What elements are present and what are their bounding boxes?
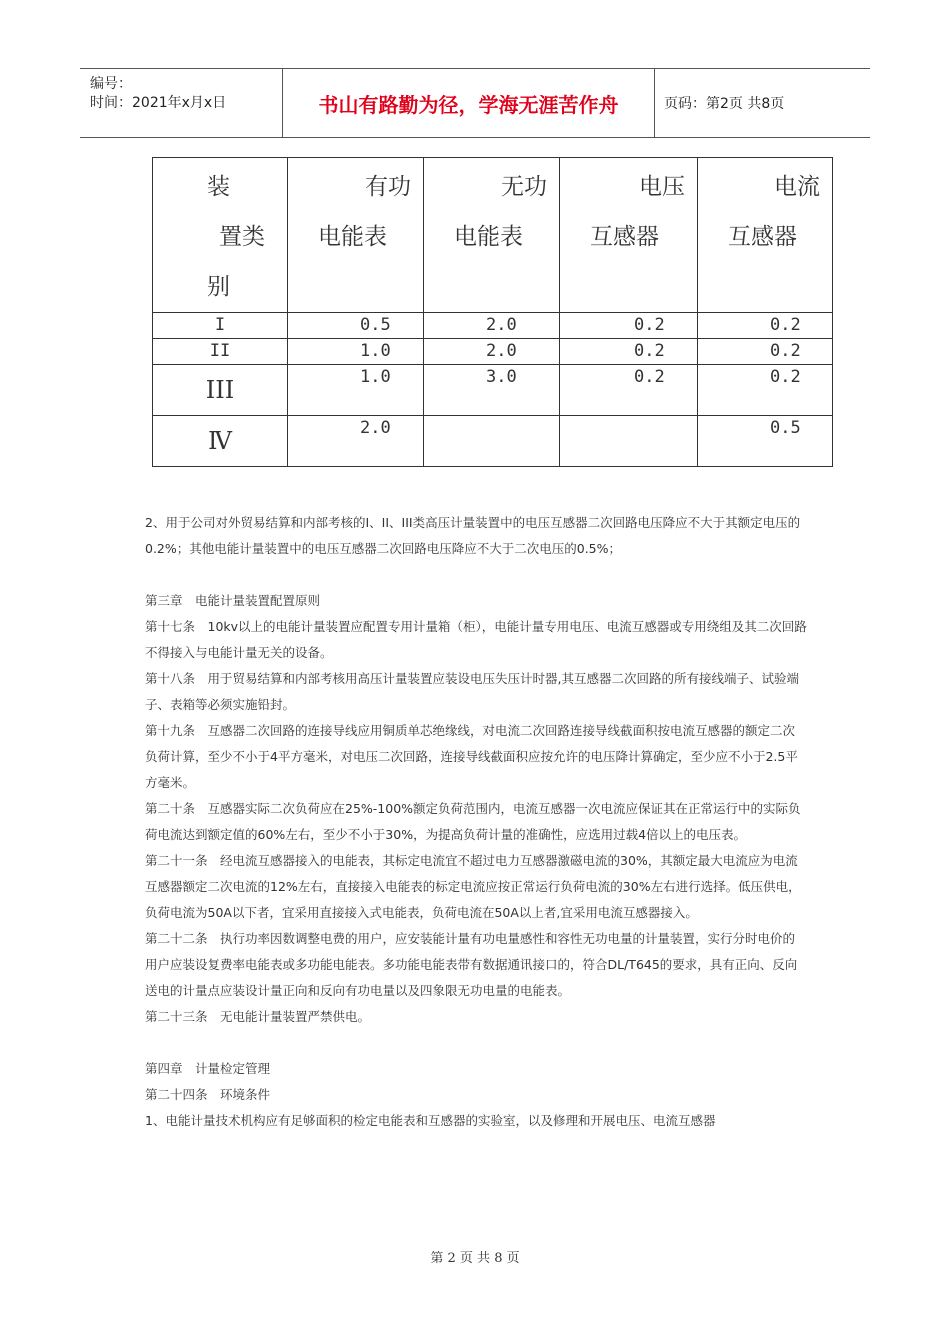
table-header-row — [153, 158, 833, 313]
article-18: 第十八条 用于贸易结算和内部考核用高压计量装置应装设电压失压计时器,其互感器二次回路的所有接线端子、试验端子、表箱等必须实施铅封。 — [145, 671, 799, 712]
table-row: Ⅳ 2.0 0.5 — [153, 416, 833, 467]
table-row: II 1.0 2.0 0.2 0.2 — [153, 339, 833, 365]
code-label: 编号： — [90, 76, 132, 92]
header-current-transformer: 电流 互感器 — [698, 158, 833, 313]
motto: 书山有路勤为径，学海无涯苦作舟 — [318, 93, 619, 117]
article-21: 第二十一条 经电流互感器接入的电能表，其标定电流宜不超过电力互感器激磁电流的30%，其额定最大电流应为电流互感器额定二次电流的12%左右，直接接入电能表的标定电流应按正常运行负荷电流的30%左右进行选择。低压供电，负荷电流为50A以下者，宜采用直接接入式电能表，负荷电流在50A以上者,宜采用电流互感器接入。 — [145, 853, 801, 920]
article-19: 第十九条 互感器二次回路的连接导线应用铜质单芯绝缘线，对电流二次回路连接导线截面积按电流互感器的额定二次负荷计算，至少不小于4平方毫米，对电压二次回路，连接导线截面积应按允许的电压降计算确定，至少应不小于2.5平方毫米。 — [145, 723, 798, 790]
table-row: I 0.5 2.0 0.2 0.2 — [153, 313, 833, 339]
table-row: III 1.0 3.0 0.2 0.2 — [153, 365, 833, 416]
header-divider — [654, 69, 655, 137]
article-20: 第二十条 互感器实际二次负荷应在25%-100%额定负荷范围内，电流互感器一次电流应保证其在正常运行中的实际负荷电流达到额定值的60%左右，至少不小于30%，为提高负荷计量的准确性，应选用过载4倍以上的电压表。 — [145, 801, 801, 842]
header-reactive-meter: 无功 电能表 — [424, 158, 560, 313]
accuracy-class-table — [152, 157, 833, 467]
chapter-3-heading: 第三章 电能计量装置配置原则 — [145, 593, 321, 608]
date-label: 时间：2021年x月x日 — [90, 95, 227, 111]
header-device-category: 装 置类 别 — [153, 158, 288, 313]
header-voltage-transformer: 电压 互感器 — [560, 158, 698, 313]
article-22: 第二十二条 执行功率因数调整电费的用户，应安装能计量有功电量感性和容性无功电量的计量装置，实行分时电价的用户应装设复费率电能表或多功能电能表。多功能电能表带有数据通讯接口的，符合DL/T645的要求，具有正向、反向送电的计量点应装设计量正向和反向有功电量以及四象限无功电量的电能表。 — [145, 931, 798, 998]
chapter-4-heading: 第四章 计量检定管理 — [145, 1061, 271, 1076]
body-text — [145, 510, 807, 1134]
page-header — [80, 68, 870, 138]
page-footer: 第 2 页 共 8 页 — [430, 1251, 520, 1266]
paragraph-lab-requirements: 1、电能计量技术机构应有足够面积的检定电能表和互感器的实验室，以及修理和开展电压、电流互感器 — [145, 1113, 716, 1128]
paragraph-voltage-drop: 2、用于公司对外贸易结算和内部考核的I、II、III类高压计量装置中的电压互感器二次回路电压降应不大于其额定电压的0.2%；其他电能计量装置中的电压互感器二次回路电压降应不大于二次电压的0.5%； — [145, 515, 801, 556]
article-17: 第十七条 10kv以上的电能计量装置应配置专用计量箱（柜），电能计量专用电压、电流互感器或专用绕组及其二次回路不得接入与电能计量无关的设备。 — [145, 619, 807, 660]
article-23: 第二十三条 无电能计量装置严禁供电。 — [145, 1009, 371, 1024]
header-active-meter: 有功 电能表 — [288, 158, 424, 313]
header-meta — [90, 75, 226, 113]
page-number-label: 页码：第2页 共8页 — [664, 96, 785, 112]
article-24: 第二十四条 环境条件 — [145, 1087, 271, 1102]
